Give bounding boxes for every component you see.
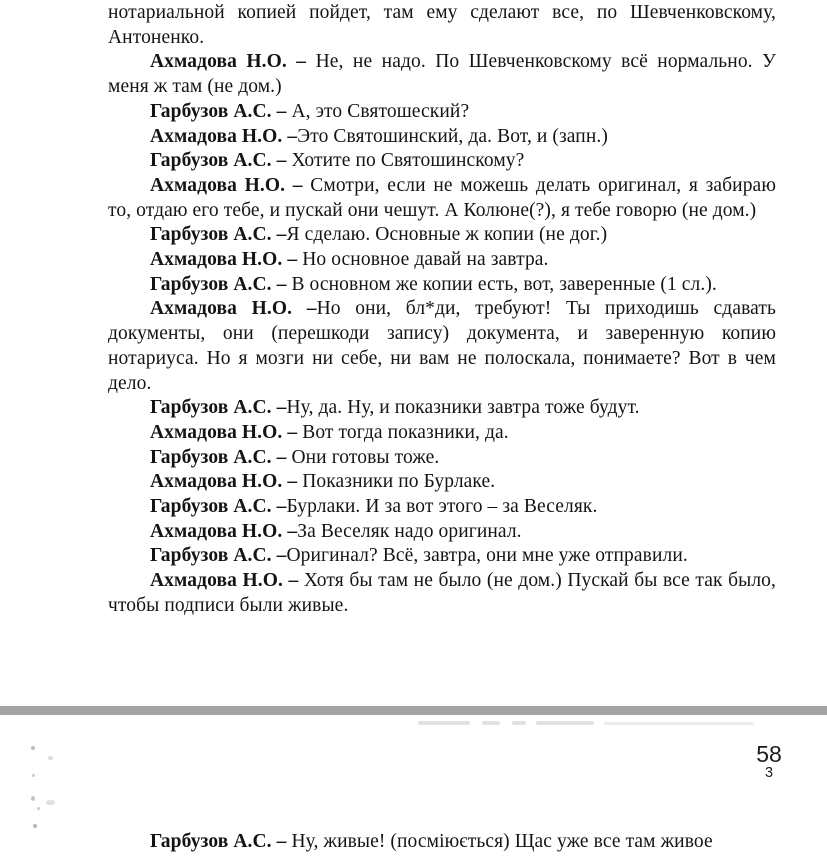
speaker-name: Ахмадова Н.О. – bbox=[150, 125, 298, 147]
dialogue-text: Они готовы тоже. bbox=[286, 446, 440, 468]
scan-speck bbox=[31, 796, 35, 801]
scan-smudge bbox=[512, 721, 526, 725]
speaker-name: Ахмадова Н.О. – bbox=[150, 51, 307, 73]
speaker-name: Гарбузов А.С. – bbox=[150, 545, 287, 567]
dialogue-text: Но основное давай на завтра. bbox=[297, 249, 549, 271]
dialogue-text: Бурлаки. И за вот этого – за Веселяк. bbox=[286, 496, 598, 518]
dialogue-paragraph bbox=[108, 544, 776, 569]
scan-smudge bbox=[418, 721, 470, 725]
dialogue-text: Ну, да. Ну, и показники завтра тоже будут. bbox=[286, 397, 640, 419]
speaker-name: Ахмадова Н.О. – bbox=[150, 298, 317, 320]
speaker-name: Гарбузов А.С. – bbox=[150, 150, 287, 172]
scan-smudge bbox=[604, 722, 754, 725]
dialogue-paragraph bbox=[108, 273, 776, 298]
speaker-name: Гарбузов А.С. – bbox=[150, 446, 287, 468]
dialogue-paragraph bbox=[108, 830, 776, 855]
dialogue-paragraph bbox=[108, 248, 776, 273]
dialogue-paragraph bbox=[108, 421, 776, 446]
speaker-name: Гарбузов А.С. – bbox=[150, 224, 287, 246]
page-number-block bbox=[745, 742, 793, 781]
dialogue-paragraph bbox=[108, 446, 776, 471]
dialogue-text: Вот тогда показники, да. bbox=[297, 421, 509, 443]
dialogue-text: Хотя бы там не было (не дом.) Пускай бы все так было, чтобы подписи были живые. bbox=[108, 570, 776, 616]
scan-speck bbox=[46, 800, 55, 805]
speaker-name: Ахмадова Н.О. – bbox=[150, 520, 298, 542]
dialogue-text: Показники по Бурлаке. bbox=[297, 471, 496, 493]
scan-speck bbox=[31, 746, 35, 750]
dialogue-text: За Веселяк надо оригинал. bbox=[297, 520, 522, 542]
speaker-name: Ахмадова Н.О. – bbox=[150, 174, 303, 196]
dialogue-text: Я сделаю. Основные ж копии (не дог.) bbox=[286, 224, 608, 246]
dialogue-paragraph bbox=[108, 297, 776, 396]
dialogue-paragraph bbox=[108, 125, 776, 150]
speaker-name: Гарбузов А.С. – bbox=[150, 397, 287, 419]
scan-speck bbox=[32, 774, 35, 777]
scan-speck bbox=[48, 756, 53, 760]
speaker-name: Гарбузов А.С. – bbox=[150, 100, 287, 122]
dialogue-paragraph bbox=[108, 149, 776, 174]
page-subnumber: 3 bbox=[764, 765, 774, 781]
dialogue-paragraph bbox=[108, 495, 776, 520]
dialogue-paragraph bbox=[108, 1, 776, 50]
scan-smudge bbox=[536, 721, 594, 725]
speaker-name: Гарбузов А.С. – bbox=[150, 273, 287, 295]
speaker-name: Гарбузов А.С. – bbox=[150, 831, 287, 852]
dialogue-text: А, это Святошеский? bbox=[286, 100, 470, 122]
speaker-name: Ахмадова Н.О. – bbox=[150, 421, 298, 443]
dialogue-text: Но они, бл*ди, требуют! Ты приходишь сдавать документы, они (перешкоди запису) документа, и заверенную копию нотариуса. Но я мозги ни себе, ни вам не полоскала, понимаете? Вот в чем дело. bbox=[108, 298, 776, 394]
dialogue-text: Хотите по Святошинскому? bbox=[286, 150, 525, 172]
dialogue-text: Смотри, если не можешь делать оригинал, я забираю то, отдаю его тебе, и пускай они чешут. А Колюне(?), я тебе говорю (не дом.) bbox=[108, 174, 776, 221]
dialogue-text: Ну, живые! (посміюється) Щас уже все там живое bbox=[286, 831, 713, 852]
dialogue-paragraph bbox=[108, 174, 776, 223]
document-page-top bbox=[108, 1, 776, 619]
scan-speck bbox=[37, 807, 40, 810]
page-number: 58 bbox=[756, 741, 782, 767]
dialogue-paragraph bbox=[108, 470, 776, 495]
dialogue-paragraph bbox=[108, 50, 776, 99]
scan-speck bbox=[33, 824, 37, 828]
dialogue-paragraph bbox=[108, 100, 776, 125]
dialogue-paragraph bbox=[108, 223, 776, 248]
speaker-name: Ахмадова Н.О. – bbox=[150, 249, 298, 271]
dialogue-paragraph bbox=[108, 396, 776, 421]
dialogue-paragraph bbox=[108, 569, 776, 618]
dialogue-text: нотариальной копией пойдет, там ему сделают все, по Шевченковскому, Антоненко. bbox=[108, 2, 776, 48]
dialogue-text: Оригинал? Всё, завтра, они мне уже отправили. bbox=[286, 545, 688, 567]
speaker-name: Гарбузов А.С. – bbox=[150, 496, 287, 518]
dialogue-text: Это Святошинский, да. Вот, и (запн.) bbox=[297, 125, 608, 147]
dialogue-text: Не, не надо. По Шевченковскому всё нормально. У меня ж там (не дом.) bbox=[108, 51, 776, 98]
page-break-separator bbox=[0, 706, 827, 715]
document-page-bottom bbox=[108, 830, 776, 855]
dialogue-text: В основном же копии есть, вот, заверенные (1 сл.). bbox=[286, 273, 717, 295]
scan-smudge bbox=[482, 721, 500, 725]
speaker-name: Ахмадова Н.О. – bbox=[150, 471, 298, 493]
dialogue-paragraph bbox=[108, 520, 776, 545]
speaker-name: Ахмадова Н.О. – bbox=[150, 570, 299, 592]
